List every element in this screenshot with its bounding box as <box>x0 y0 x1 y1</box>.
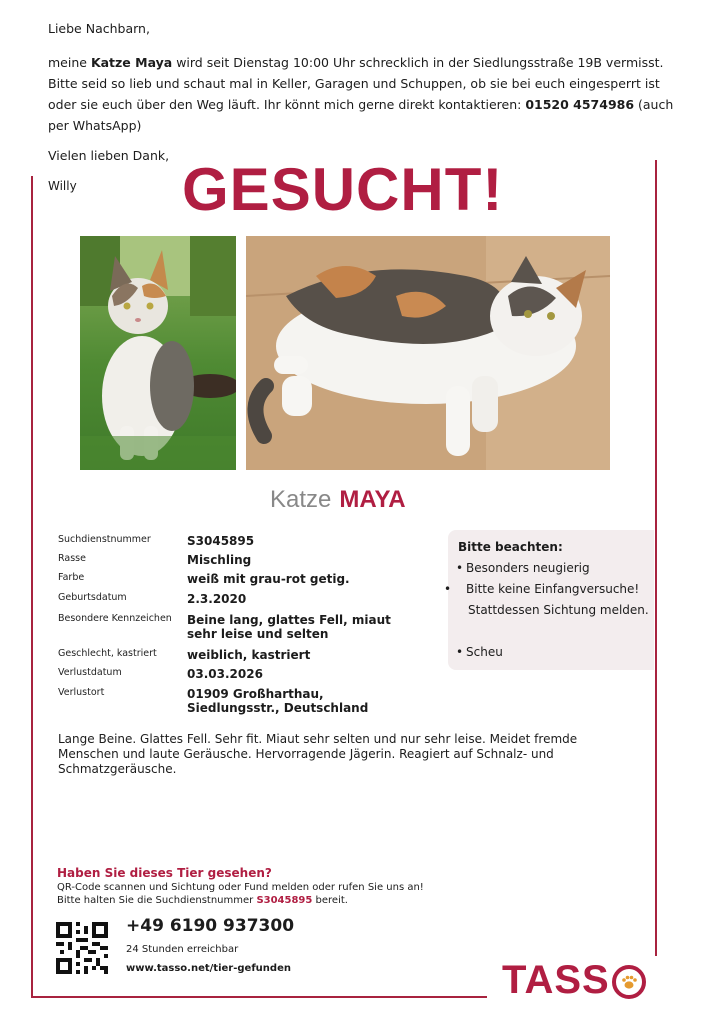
seen-line-2-pre: Bitte halten Sie die Suchdienstnummer <box>57 895 257 906</box>
fact-value: weiß mit grau-rot getig. <box>187 572 350 586</box>
fact-label: Verlustort <box>58 687 105 698</box>
paw-o-icon <box>612 965 646 999</box>
para-intro: meine <box>48 55 91 70</box>
tasso-website-link[interactable]: www.tasso.net/tier-gefunden <box>126 963 291 974</box>
tasso-phone[interactable]: +49 6190 937300 <box>126 916 295 936</box>
fact-value: 03.03.2026 <box>187 667 263 681</box>
signature: Willy <box>48 179 77 193</box>
cat-photo-sitting <box>80 236 236 470</box>
notes-title: Bitte beachten: <box>458 540 563 554</box>
fact-value: Beine lang, glattes Fell, miaut sehr leise und selten <box>187 613 391 641</box>
note-item: • Scheu <box>456 645 503 659</box>
logo-text: TASS <box>502 958 610 1002</box>
greeting: Liebe Nachbarn, <box>48 21 150 36</box>
frame-bottom-line <box>31 996 487 998</box>
seen-line-2-post: bereit. <box>312 895 348 906</box>
frame-right-line <box>655 160 657 956</box>
letter-paragraph <box>48 52 678 136</box>
frame-left-line <box>31 176 33 998</box>
fact-label: Farbe <box>58 572 85 583</box>
cat-name-title <box>270 486 406 514</box>
note-text: Scheu <box>466 645 503 659</box>
fact-value: weiblich, kastriert <box>187 648 311 662</box>
headline-gesucht: GESUCHT! <box>182 156 504 223</box>
name-prefix: Katze <box>270 486 332 513</box>
description: Lange Beine. Glattes Fell. Sehr fit. Miaut sehr selten und nur sehr leise. Meidet fremde Menschen und laute Geräusche. Hervorragende Jägerin. Reagiert auf Schnalz- und Schmatzgeräusche. <box>58 732 578 776</box>
cat-name-bold: Katze Maya <box>90 55 173 70</box>
fact-label: Besondere Kennzeichen <box>58 613 172 624</box>
fact-label: Suchdienstnummer <box>58 534 151 545</box>
fact-label: Geschlecht, kastriert <box>58 648 157 659</box>
para-end: (auch per WhatsApp) <box>48 97 674 133</box>
availability: 24 Stunden erreichbar <box>126 944 239 955</box>
para-mid: wird seit Dienstag 10:00 Uhr schrecklich in der Siedlungsstraße 19B vermisst. Bitte seid so lieb und schaut mal in Keller, Garagen und Schuppen, ob sie bei euch eingesperrt ist oder sie euch über den Weg läuft. Ihr könnt mich gerne direkt kontaktieren: <box>48 55 664 112</box>
fact-value: S3045895 <box>187 534 255 548</box>
seen-line-2 <box>57 894 348 907</box>
seen-line-1: QR-Code scannen und Sichtung oder Fund melden oder rufen Sie uns an! <box>57 882 424 893</box>
note-text: Besonders neugierig <box>466 561 590 575</box>
cat-photo-lying <box>246 236 610 470</box>
note-text: Bitte keine Einfangversuche! Stattdessen Sichtung melden. <box>466 582 649 617</box>
fact-label: Geburtsdatum <box>58 592 127 603</box>
seen-title: Haben Sie dieses Tier gesehen? <box>57 866 272 880</box>
note-item: • Bitte keine Einfangversuche! Stattdessen Sichtung melden. <box>444 582 649 617</box>
qr-code-icon[interactable] <box>56 922 108 974</box>
fact-value: Mischling <box>187 553 252 567</box>
fact-value: 2.3.2020 <box>187 592 247 606</box>
owner-phone: 01520 4574986 <box>525 97 635 112</box>
fact-value: 01909 Großharthau, Siedlungsstr., Deutschland <box>187 687 369 715</box>
fact-label: Verlustdatum <box>58 667 122 678</box>
search-number: S3045895 <box>256 895 313 906</box>
thanks-line: Vielen lieben Dank, <box>48 148 170 163</box>
fact-label: Rasse <box>58 553 86 564</box>
tasso-logo <box>502 958 646 1003</box>
note-item: • Besonders neugierig <box>456 561 590 575</box>
name-maya: MAYA <box>339 486 406 513</box>
